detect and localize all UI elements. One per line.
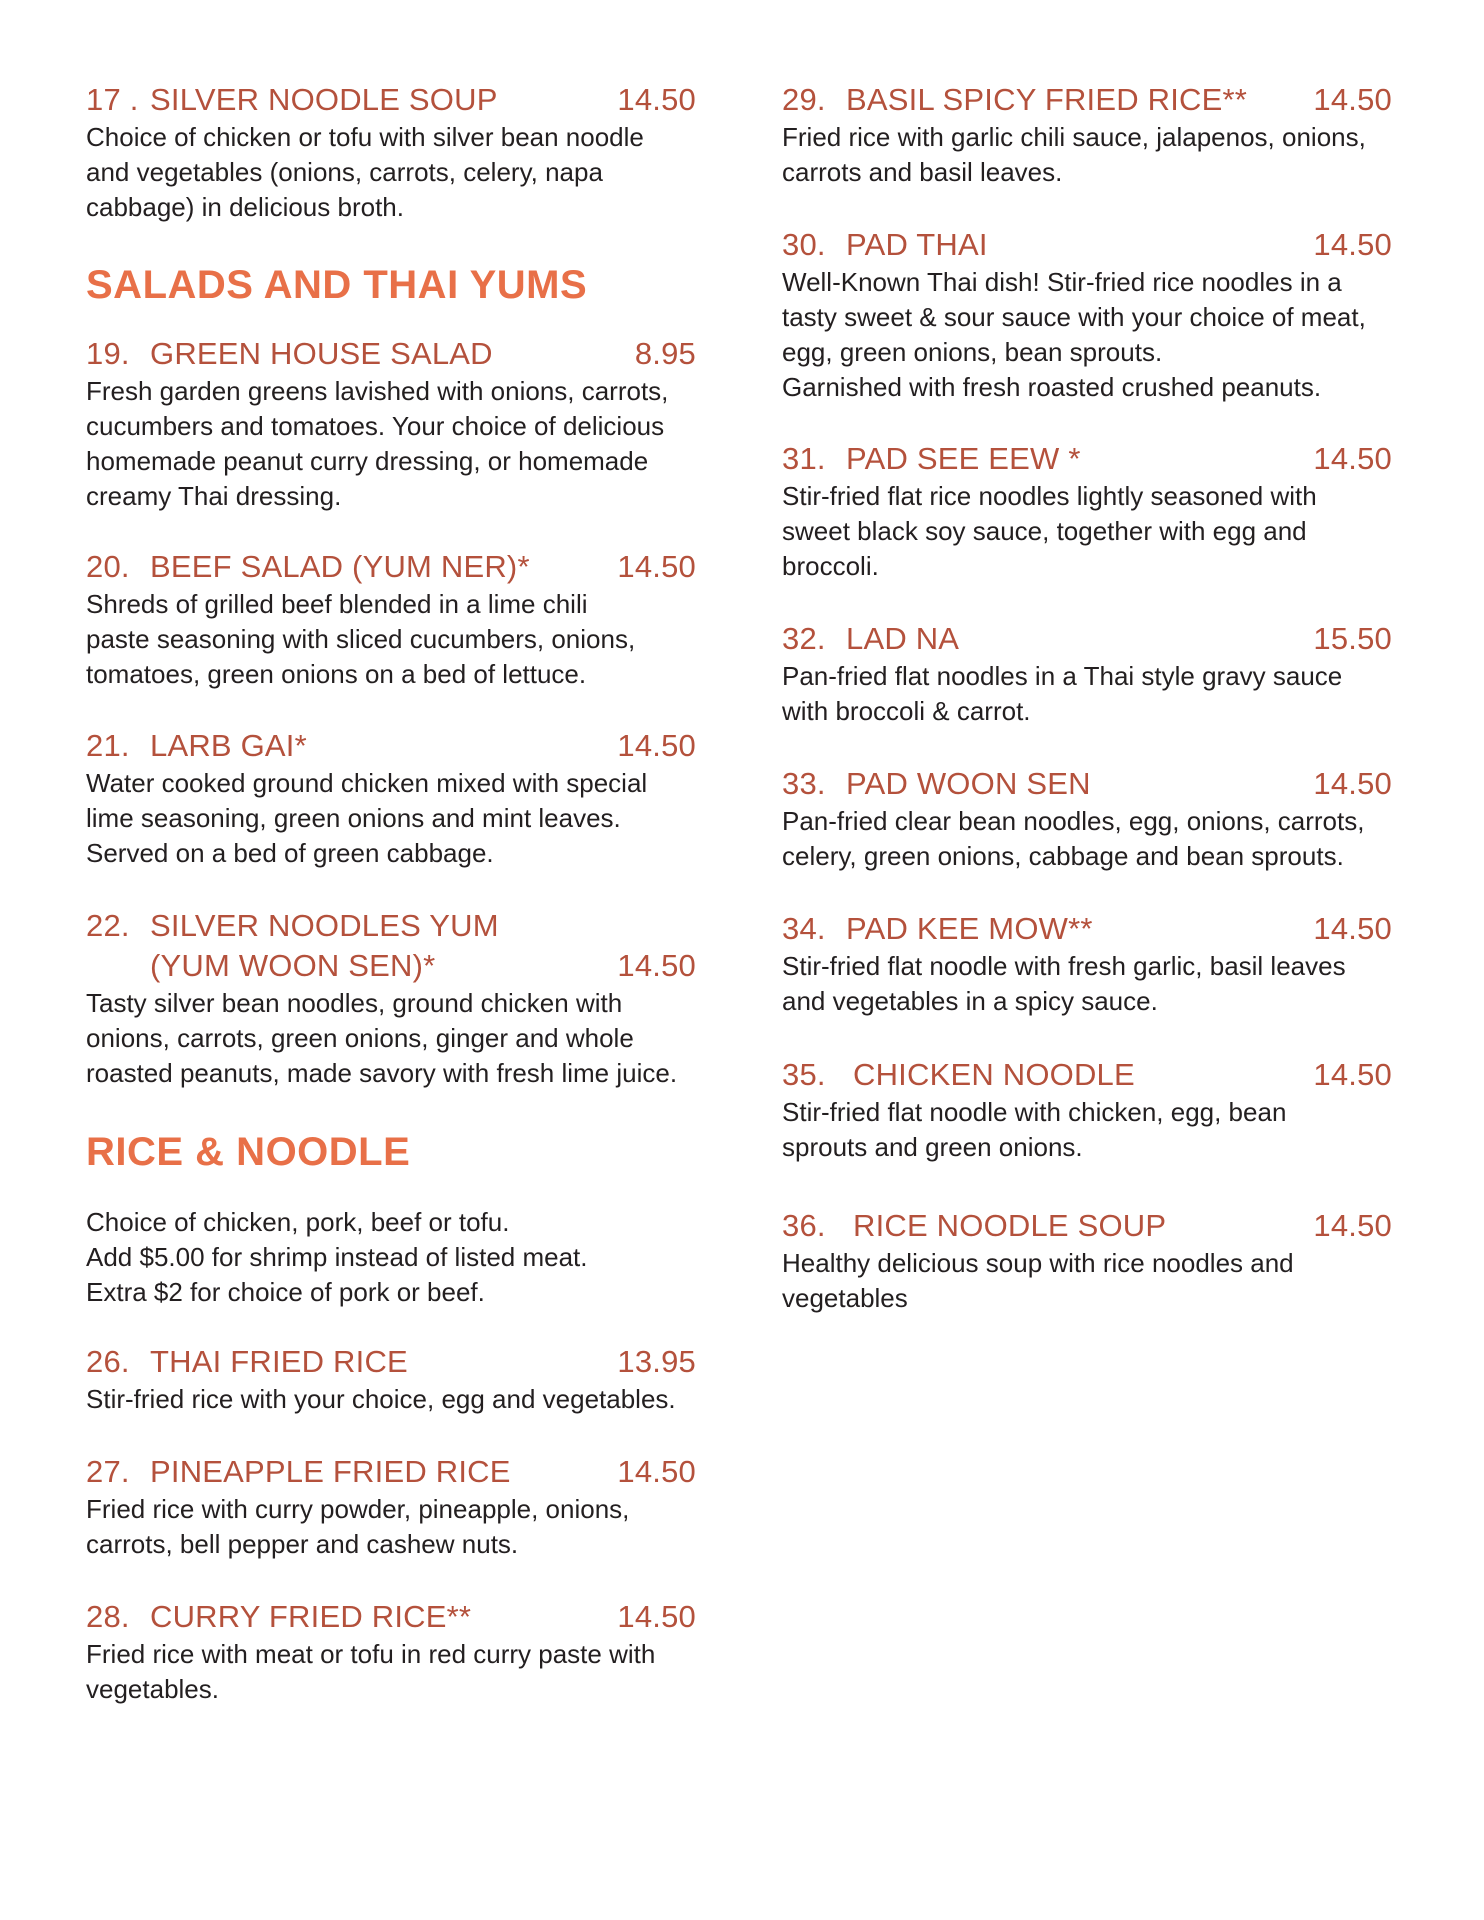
menu-item-36: [782, 1206, 1392, 1316]
item-description: Choice of chicken or tofu with silver bean noodle and vegetables (onions, carrots, celery, napa cabbage) in delicious broth.: [86, 122, 644, 222]
item-name: BEEF SALAD (YUM NER)*: [150, 549, 530, 584]
menu-item-17: [86, 80, 696, 225]
section-title-salads: SALADS AND THAI YUMS: [86, 263, 588, 307]
item-price: 14.50: [1313, 1208, 1392, 1243]
item-description: Healthy delicious soup with rice noodles and vegetables: [782, 1248, 1294, 1313]
item-description: Well-Known Thai dish! Stir-fried rice noodles in a tasty sweet & sour sauce with your choice of meat, egg, green onions, bean sprouts. Garnished with fresh roasted crushed peanuts.: [782, 267, 1366, 402]
menu-item-21: [86, 726, 696, 871]
menu-item-35: [782, 1055, 1392, 1165]
item-name-line-2: (YUM WOON SEN)*: [150, 948, 436, 983]
menu-item-28: [86, 1597, 696, 1707]
item-number: 29.: [782, 82, 826, 117]
item-name: RICE NOODLE SOUP: [853, 1208, 1167, 1243]
item-price: 14.50: [1313, 911, 1392, 946]
item-name: PAD WOON SEN: [846, 766, 1091, 801]
item-name: PAD SEE EEW *: [846, 441, 1081, 476]
item-price: 13.95: [617, 1344, 696, 1379]
item-price: 15.50: [1313, 621, 1392, 656]
item-name: PAD THAI: [846, 227, 988, 262]
item-price: 14.50: [1313, 766, 1392, 801]
item-name: SILVER NOODLES YUM: [150, 908, 499, 943]
item-price: 8.95: [634, 336, 696, 371]
menu-item-29: [782, 80, 1392, 190]
item-description: Water cooked ground chicken mixed with special lime seasoning, green onions and mint leaves. Served on a bed of green cabbage.: [86, 768, 648, 868]
item-name: GREEN HOUSE SALAD: [150, 336, 493, 371]
item-number: 32.: [782, 621, 826, 656]
item-description: Fried rice with curry powder, pineapple, onions, carrots, bell pepper and cashew nuts.: [86, 1494, 630, 1559]
menu-item-20: [86, 547, 696, 692]
menu-item-32: [782, 619, 1392, 729]
item-number: 26.: [86, 1344, 130, 1379]
item-description: Stir-fried flat rice noodles lightly seasoned with sweet black soy sauce, together with egg and broccoli.: [782, 481, 1317, 581]
item-number: 27.: [86, 1454, 130, 1489]
item-price: 14.50: [1313, 1057, 1392, 1092]
item-number: 17 .: [86, 82, 139, 117]
item-price: 14.50: [1313, 227, 1392, 262]
item-number: 22.: [86, 908, 130, 943]
item-description: Tasty silver bean noodles, ground chicken with onions, carrots, green onions, ginger and whole roasted peanuts, made savory with fresh lime juice.: [86, 988, 678, 1088]
item-price: 14.50: [617, 948, 696, 983]
rice-noodle-note: Choice of chicken, pork, beef or tofu. Add $5.00 for shrimp instead of listed meat. Extra $2 for choice of pork or beef.: [86, 1207, 588, 1307]
item-price: 14.50: [617, 728, 696, 763]
item-name: LARB GAI*: [150, 728, 307, 763]
item-name: PAD KEE MOW**: [846, 911, 1093, 946]
section-title-rice-noodle: RICE & NOODLE: [86, 1130, 411, 1174]
item-number: 36.: [782, 1208, 826, 1243]
item-name: SILVER NOODLE SOUP: [150, 82, 498, 117]
item-description: Stir-fried flat noodle with fresh garlic, basil leaves and vegetables in a spicy sauce.: [782, 951, 1346, 1016]
item-price: 14.50: [1313, 82, 1392, 117]
item-price: 14.50: [617, 549, 696, 584]
item-price: 14.50: [1313, 441, 1392, 476]
item-description: Pan-fried flat noodles in a Thai style gravy sauce with broccoli & carrot.: [782, 661, 1343, 726]
item-name: LAD NA: [846, 621, 960, 656]
item-description: Fried rice with meat or tofu in red curry paste with vegetables.: [86, 1639, 656, 1704]
item-description: Fried rice with garlic chili sauce, jalapenos, onions, carrots and basil leaves.: [782, 122, 1366, 187]
menu-item-30: [782, 225, 1392, 405]
item-number: 21.: [86, 728, 130, 763]
item-name: CURRY FRIED RICE**: [150, 1599, 472, 1634]
item-name: PINEAPPLE FRIED RICE: [150, 1454, 511, 1489]
item-number: 34.: [782, 911, 826, 946]
item-number: 20.: [86, 549, 130, 584]
item-name: THAI FRIED RICE: [150, 1344, 408, 1379]
item-number: 33.: [782, 766, 826, 801]
item-description: Fresh garden greens lavished with onions, carrots, cucumbers and tomatoes. Your choice of delicious homemade peanut curry dressing, or homemade creamy Thai dressing.: [86, 376, 669, 511]
menu-item-31: [782, 439, 1392, 584]
menu-item-22: [86, 906, 696, 1091]
item-number: 30.: [782, 227, 826, 262]
item-price: 14.50: [617, 82, 696, 117]
item-number: 35.: [782, 1057, 826, 1092]
item-price: 14.50: [617, 1454, 696, 1489]
menu-item-27: [86, 1452, 696, 1562]
menu-item-33: [782, 764, 1392, 874]
item-name: BASIL SPICY FRIED RICE**: [846, 82, 1248, 117]
menu-item-34: [782, 909, 1392, 1019]
item-number: 19.: [86, 336, 130, 371]
item-price: 14.50: [617, 1599, 696, 1634]
menu-item-26: [86, 1342, 696, 1417]
item-name: CHICKEN NOODLE: [853, 1057, 1135, 1092]
item-number: 28.: [86, 1599, 130, 1634]
item-description: Stir-fried flat noodle with chicken, egg, bean sprouts and green onions.: [782, 1097, 1287, 1162]
item-description: Stir-fried rice with your choice, egg and vegetables.: [86, 1384, 676, 1414]
menu-item-19: [86, 334, 696, 514]
item-description: Shreds of grilled beef blended in a lime chili paste seasoning with sliced cucumbers, onions, tomatoes, green onions on a bed of lettuce.: [86, 589, 636, 689]
item-description: Pan-fried clear bean noodles, egg, onions, carrots, celery, green onions, cabbage and bean sprouts.: [782, 806, 1365, 871]
item-number: 31.: [782, 441, 826, 476]
